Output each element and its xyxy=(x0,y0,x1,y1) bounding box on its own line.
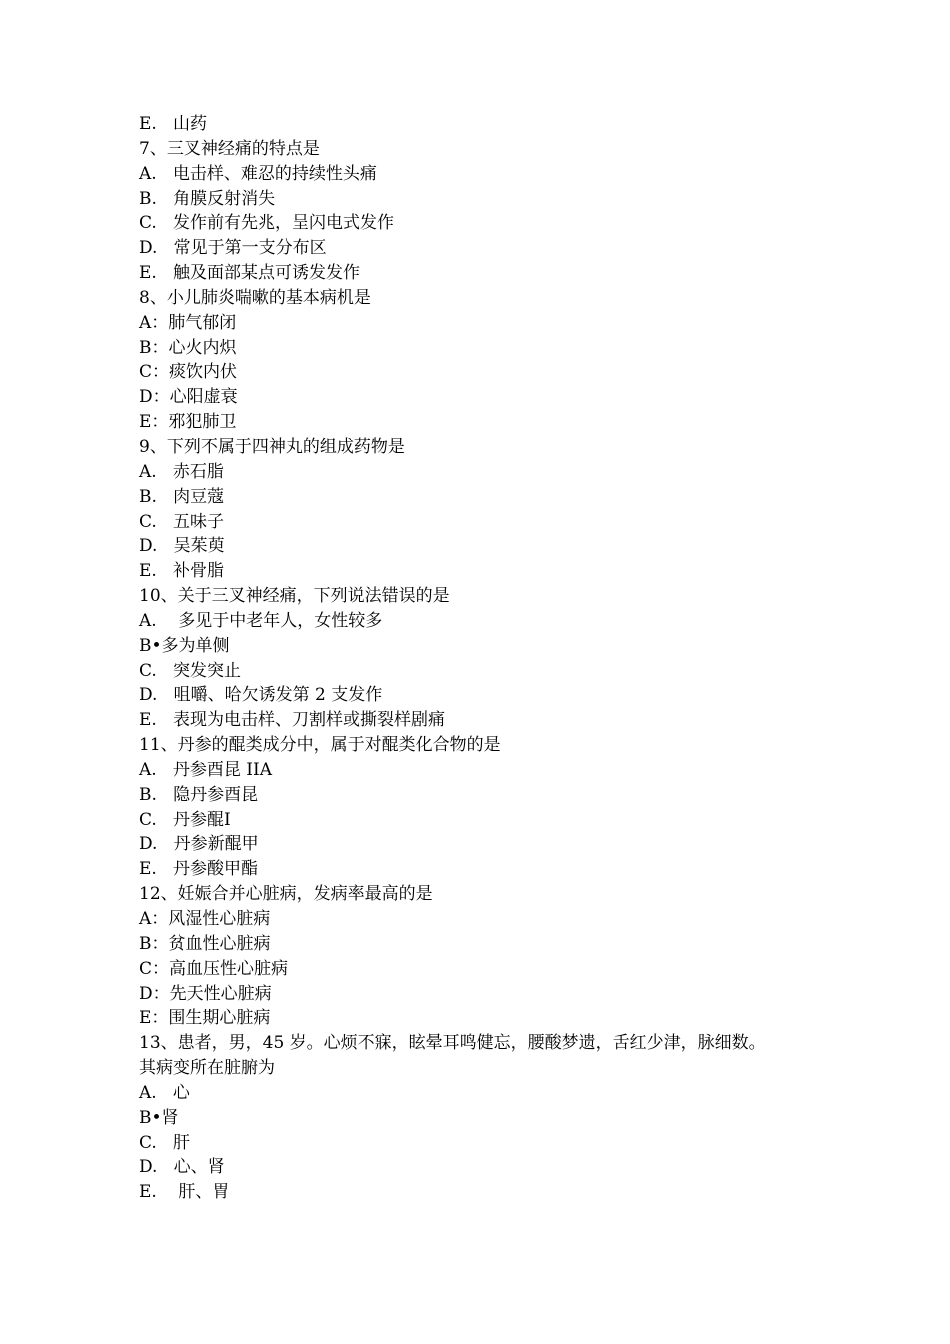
option-text: D. 常见于第一支分布区 xyxy=(139,238,327,259)
option-text: D. 心、肾 xyxy=(139,1157,225,1178)
option-text: A. 赤石脂 xyxy=(139,461,224,482)
question-text: 8、小儿肺炎喘嗽的基本病机是 xyxy=(139,287,371,308)
option-text: A. 电击样、难忍的持续性头痛 xyxy=(139,163,377,184)
option-text: C. 丹参醌Ⅰ xyxy=(139,809,231,830)
option-text: C. 肝 xyxy=(139,1132,191,1153)
option-text: D：心阳虚衰 xyxy=(139,387,238,408)
question-text: 11、丹参的醌类成分中，属于对醌类化合物的是 xyxy=(139,735,501,756)
option-text: B：贫血性心脏病 xyxy=(139,933,271,954)
option-text: C. 五味子 xyxy=(139,511,225,532)
option-text: D：先天性心脏病 xyxy=(139,983,272,1004)
option-text: E. 补骨脂 xyxy=(139,561,225,582)
option-text: D. 咀嚼、哈欠诱发第 2 支发作 xyxy=(139,685,383,706)
question-text: 12、妊娠合并心脏病，发病率最高的是 xyxy=(139,884,433,905)
option-text: D. 吴茱萸 xyxy=(139,536,225,557)
option-text: E：邪犯肺卫 xyxy=(139,412,237,433)
question-text: 13、患者，男，45 岁。心烦不寐，眩晕耳鸣健忘，腰酸梦遗，舌红少津，脉细数。 xyxy=(139,1033,766,1054)
option-text: A. 丹参酉昆 IIA xyxy=(139,759,273,780)
option-text: C：高血压性心脏病 xyxy=(139,958,289,979)
option-text: A. 多见于中老年人，女性较多 xyxy=(139,610,383,631)
option-text: B. 角膜反射消失 xyxy=(139,188,276,209)
option-text: E：围生期心脏病 xyxy=(139,1008,271,1029)
document-body xyxy=(139,112,839,1205)
option-text: B. 肉豆蔻 xyxy=(139,486,225,507)
option-text: B：心火内炽 xyxy=(139,337,237,358)
option-text: E. 肝、胃 xyxy=(139,1182,230,1203)
option-text: A：肺气郁闭 xyxy=(139,312,237,333)
option-text: E. 表现为电击样、刀割样或撕裂样剧痛 xyxy=(139,710,446,731)
question-text: 7、三叉神经痛的特点是 xyxy=(139,138,320,159)
option-text: C：痰饮内伏 xyxy=(139,362,238,383)
question-text-continued: 其病变所在脏腑为 xyxy=(139,1058,275,1079)
option-text: C. 突发突止 xyxy=(139,660,242,681)
option-text: B•多为单侧 xyxy=(139,635,230,656)
option-text: C. 发作前有先兆，呈闪电式发作 xyxy=(139,213,395,234)
question-text: 10、关于三叉神经痛，下列说法错误的是 xyxy=(139,586,450,607)
option-text: E. 山药 xyxy=(139,114,208,134)
option-text: B•肾 xyxy=(139,1107,179,1128)
option-text: E. 触及面部某点可诱发发作 xyxy=(139,263,361,284)
option-text: B. 隐丹参酉昆 xyxy=(139,784,259,805)
question-text: 9、下列不属于四神丸的组成药物是 xyxy=(139,436,405,457)
option-text: A：风湿性心脏病 xyxy=(139,909,271,929)
option-text: A. 心 xyxy=(139,1082,190,1103)
option-text: E. 丹参酸甲酯 xyxy=(139,859,259,880)
option-text: D. 丹参新醌甲 xyxy=(139,834,259,855)
